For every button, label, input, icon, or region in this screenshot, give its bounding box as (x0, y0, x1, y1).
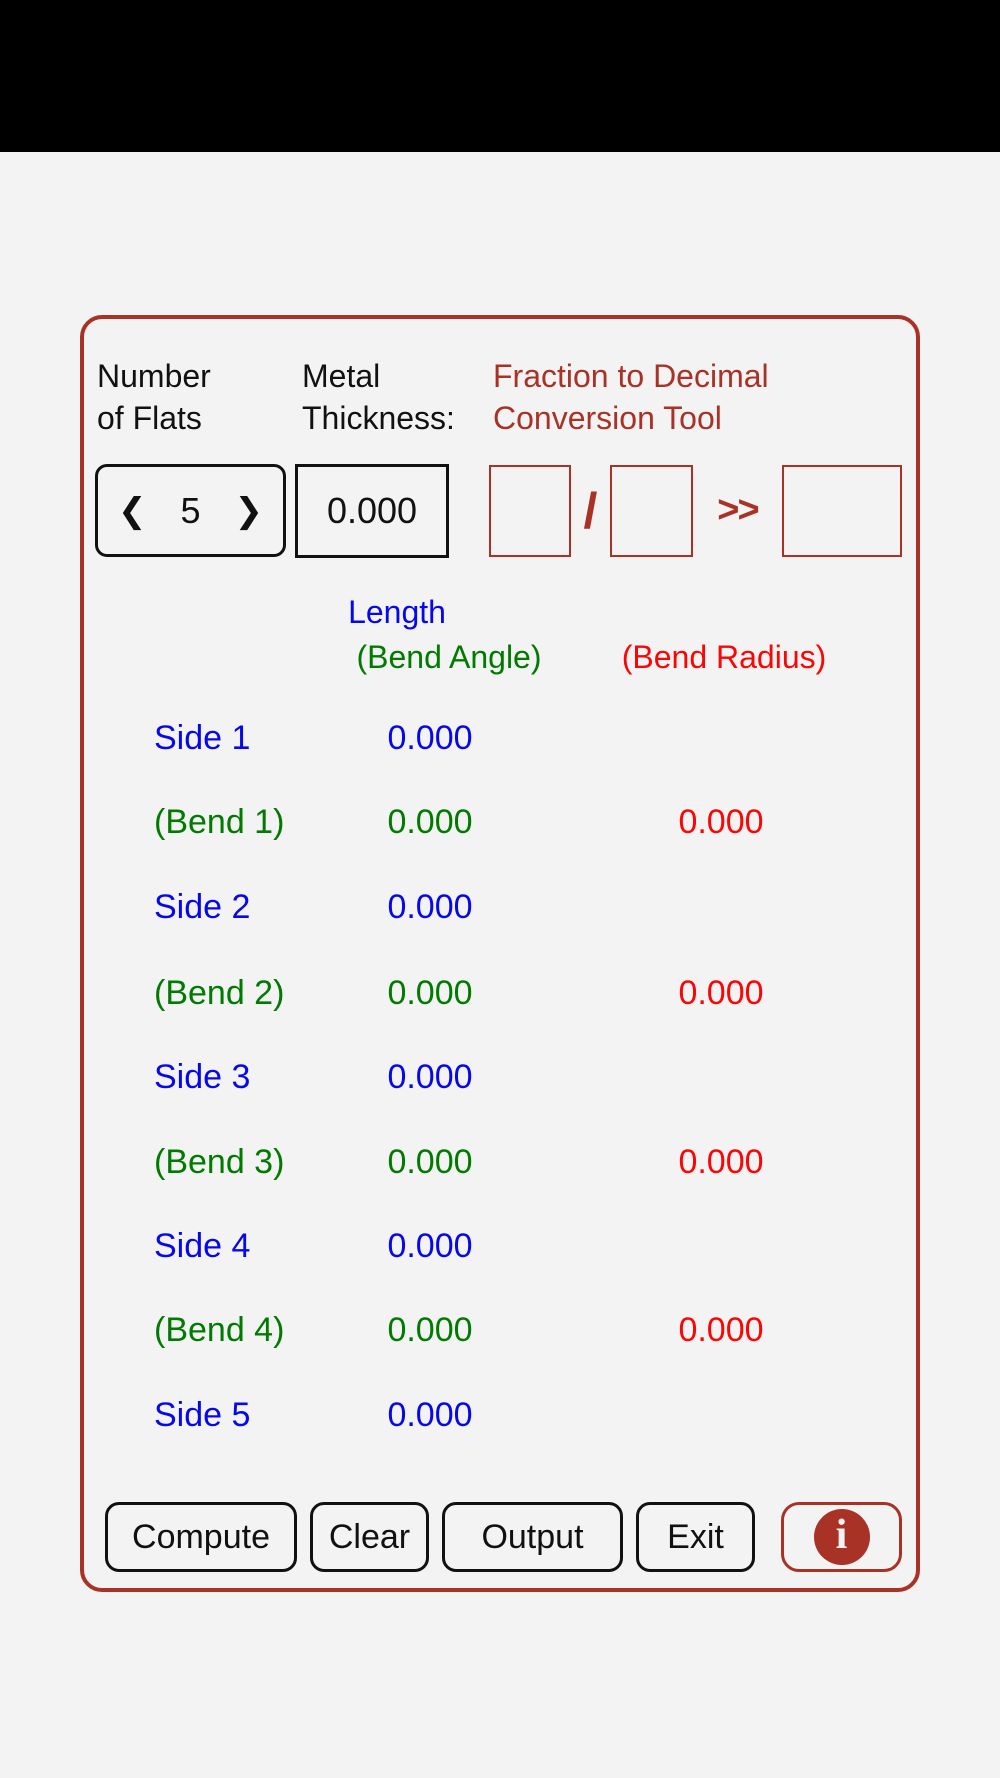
row-label: Side 5 (154, 1396, 251, 1434)
table-row-side-1 (84, 717, 916, 759)
metal-thickness-label-line2: Thickness: (302, 400, 455, 436)
fraction-numerator-input[interactable] (489, 465, 571, 557)
clear-button[interactable]: Clear (310, 1502, 429, 1572)
status-bar (0, 0, 1000, 152)
table-row-bend-2 (84, 972, 916, 1014)
row-label: Side 4 (154, 1227, 251, 1265)
fraction-tool-label-line2: Conversion Tool (493, 400, 722, 436)
row-radius-value[interactable]: 0.000 (678, 803, 764, 841)
row-length-value[interactable]: 0.000 (387, 974, 473, 1012)
row-length-value[interactable]: 0.000 (387, 1311, 473, 1349)
row-label: (Bend 4) (154, 1311, 285, 1349)
metal-thickness-label-line1: Metal (302, 358, 381, 394)
number-of-flats-label-line1: Number (97, 358, 211, 394)
metal-thickness-label (302, 355, 455, 439)
flats-stepper[interactable] (95, 464, 286, 557)
fraction-tool-label-line1: Fraction to Decimal (493, 358, 769, 394)
fraction-arrow: >> (717, 489, 758, 531)
row-label: (Bend 3) (154, 1143, 285, 1181)
table-row-bend-4 (84, 1309, 916, 1351)
row-length-value[interactable]: 0.000 (387, 1143, 473, 1181)
compute-button[interactable]: Compute (105, 1502, 297, 1572)
table-row-side-3 (84, 1056, 916, 1098)
row-radius-value[interactable]: 0.000 (678, 974, 764, 1012)
row-length-value[interactable]: 0.000 (387, 888, 473, 926)
info-button[interactable] (781, 1502, 902, 1572)
fraction-slash-separator: / (583, 482, 598, 539)
exit-button[interactable]: Exit (636, 1502, 755, 1572)
table-row-side-4 (84, 1225, 916, 1267)
info-icon-glyph: i (835, 1512, 848, 1558)
row-label: (Bend 1) (154, 803, 285, 841)
number-of-flats-label (97, 355, 211, 439)
row-length-value[interactable]: 0.000 (387, 1058, 473, 1096)
table-row-side-2 (84, 886, 916, 928)
row-label: Side 1 (154, 719, 251, 757)
row-length-value[interactable]: 0.000 (387, 1227, 473, 1265)
bend-radius-column-header: (Bend Radius) (621, 639, 827, 675)
fraction-denominator-input[interactable] (610, 465, 693, 557)
fraction-result-output[interactable] (782, 465, 902, 557)
stepper-decrement-chevron-icon[interactable]: ❮ (118, 490, 147, 531)
metal-thickness-input[interactable] (295, 464, 449, 558)
row-radius-value[interactable]: 0.000 (678, 1311, 764, 1349)
row-label: Side 3 (154, 1058, 251, 1096)
row-label: (Bend 2) (154, 974, 285, 1012)
row-length-value[interactable]: 0.000 (387, 719, 473, 757)
flats-stepper-value: 5 (180, 489, 201, 531)
table-row-bend-3 (84, 1141, 916, 1183)
row-length-value[interactable]: 0.000 (387, 803, 473, 841)
row-length-value[interactable]: 0.000 (387, 1396, 473, 1434)
bend-calculator-panel (80, 315, 920, 1592)
fraction-tool-label (493, 355, 769, 439)
info-icon (814, 1509, 870, 1565)
row-label: Side 2 (154, 888, 251, 926)
output-button[interactable]: Output (442, 1502, 623, 1572)
table-row-side-5 (84, 1394, 916, 1436)
table-row-bend-1 (84, 801, 916, 843)
number-of-flats-label-line2: of Flats (97, 400, 202, 436)
length-column-header: Length (348, 594, 446, 630)
row-radius-value[interactable]: 0.000 (678, 1143, 764, 1181)
stepper-increment-chevron-icon[interactable]: ❯ (234, 490, 263, 531)
bend-angle-column-header: (Bend Angle) (356, 639, 542, 675)
